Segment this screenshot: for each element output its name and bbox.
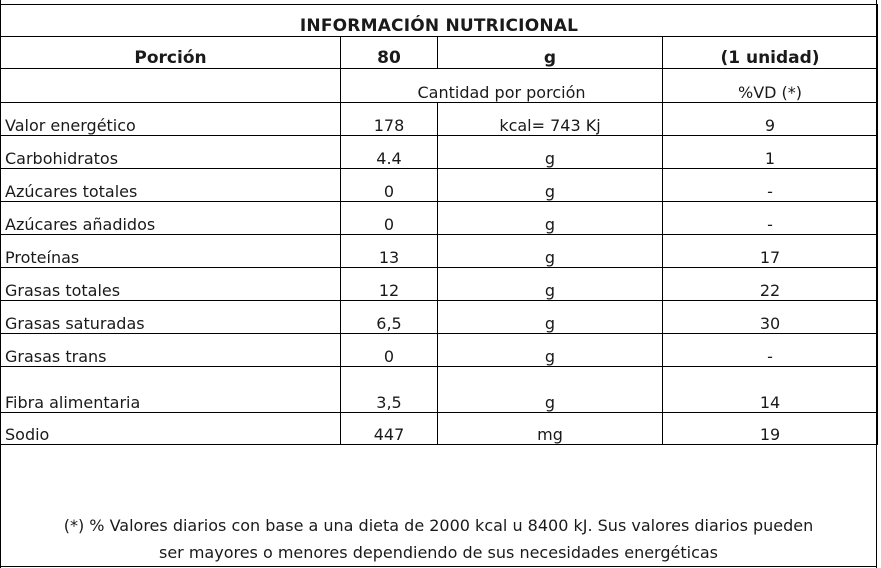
nutrient-unit: g	[438, 334, 663, 367]
nutrient-unit: mg	[438, 413, 663, 445]
portion-unit: g	[438, 37, 663, 69]
table-row	[1, 268, 878, 301]
table-row	[1, 334, 878, 367]
title-row	[1, 5, 878, 37]
footnote	[0, 512, 877, 566]
subheader-row	[1, 69, 878, 103]
portion-row	[1, 37, 878, 69]
nutrient-name: Valor energético	[1, 103, 341, 136]
nutrient-name: Sodio	[1, 413, 341, 445]
nutrient-unit: g	[438, 367, 663, 413]
nutrient-name: Grasas trans	[1, 334, 341, 367]
nutrient-name: Carbohidratos	[1, 136, 341, 169]
nutrient-unit: g	[438, 202, 663, 235]
nutrient-vd: 19	[663, 413, 878, 445]
nutrient-vd: -	[663, 334, 878, 367]
nutrient-unit: g	[438, 268, 663, 301]
portion-note: (1 unidad)	[663, 37, 878, 69]
nutrient-value: 0	[341, 169, 438, 202]
subheader-empty	[1, 69, 341, 103]
table-row	[1, 202, 878, 235]
nutrient-name: Azúcares añadidos	[1, 202, 341, 235]
nutrient-vd: 22	[663, 268, 878, 301]
footnote-line: (*) % Valores diarios con base a una dieta de 2000 kcal u 8400 kJ. Sus valores diarios pueden	[63, 516, 814, 535]
nutrient-name: Proteínas	[1, 235, 341, 268]
portion-value: 80	[341, 37, 438, 69]
nutrient-value: 4.4	[341, 136, 438, 169]
portion-label: Porción	[1, 37, 341, 69]
nutrition-table	[0, 4, 878, 445]
amount-per-portion-label: Cantidad por porción	[341, 69, 663, 103]
vd-label: %VD (*)	[663, 69, 878, 103]
table-row	[1, 235, 878, 268]
nutrient-value: 0	[341, 334, 438, 367]
nutrient-vd: 14	[663, 367, 878, 413]
table-row	[1, 413, 878, 445]
footnote-line: ser mayores o menores dependiendo de sus necesidades energéticas	[158, 543, 719, 562]
nutrient-value: 178	[341, 103, 438, 136]
nutrient-vd: 1	[663, 136, 878, 169]
nutrient-unit: g	[438, 136, 663, 169]
table-row	[1, 136, 878, 169]
nutrient-value: 447	[341, 413, 438, 445]
nutrient-name: Grasas saturadas	[1, 301, 341, 334]
nutrient-value: 6,5	[341, 301, 438, 334]
nutrient-name: Fibra alimentaria	[1, 367, 341, 413]
nutrient-vd: -	[663, 169, 878, 202]
nutrient-value: 3,5	[341, 367, 438, 413]
nutrient-vd: -	[663, 202, 878, 235]
nutrient-vd: 30	[663, 301, 878, 334]
nutrient-unit: g	[438, 235, 663, 268]
nutrient-vd: 9	[663, 103, 878, 136]
nutrient-value: 13	[341, 235, 438, 268]
nutrient-value: 0	[341, 202, 438, 235]
table-row	[1, 169, 878, 202]
nutrient-value: 12	[341, 268, 438, 301]
nutrient-unit: g	[438, 169, 663, 202]
table-title: INFORMACIÓN NUTRICIONAL	[1, 5, 878, 37]
nutrient-name: Azúcares totales	[1, 169, 341, 202]
table-row	[1, 301, 878, 334]
nutrient-vd: 17	[663, 235, 878, 268]
nutrient-unit: g	[438, 301, 663, 334]
table-row	[1, 367, 878, 413]
nutrient-unit: kcal= 743 Kj	[438, 103, 663, 136]
bottom-border	[0, 566, 877, 567]
table-row	[1, 103, 878, 136]
nutrient-name: Grasas totales	[1, 268, 341, 301]
